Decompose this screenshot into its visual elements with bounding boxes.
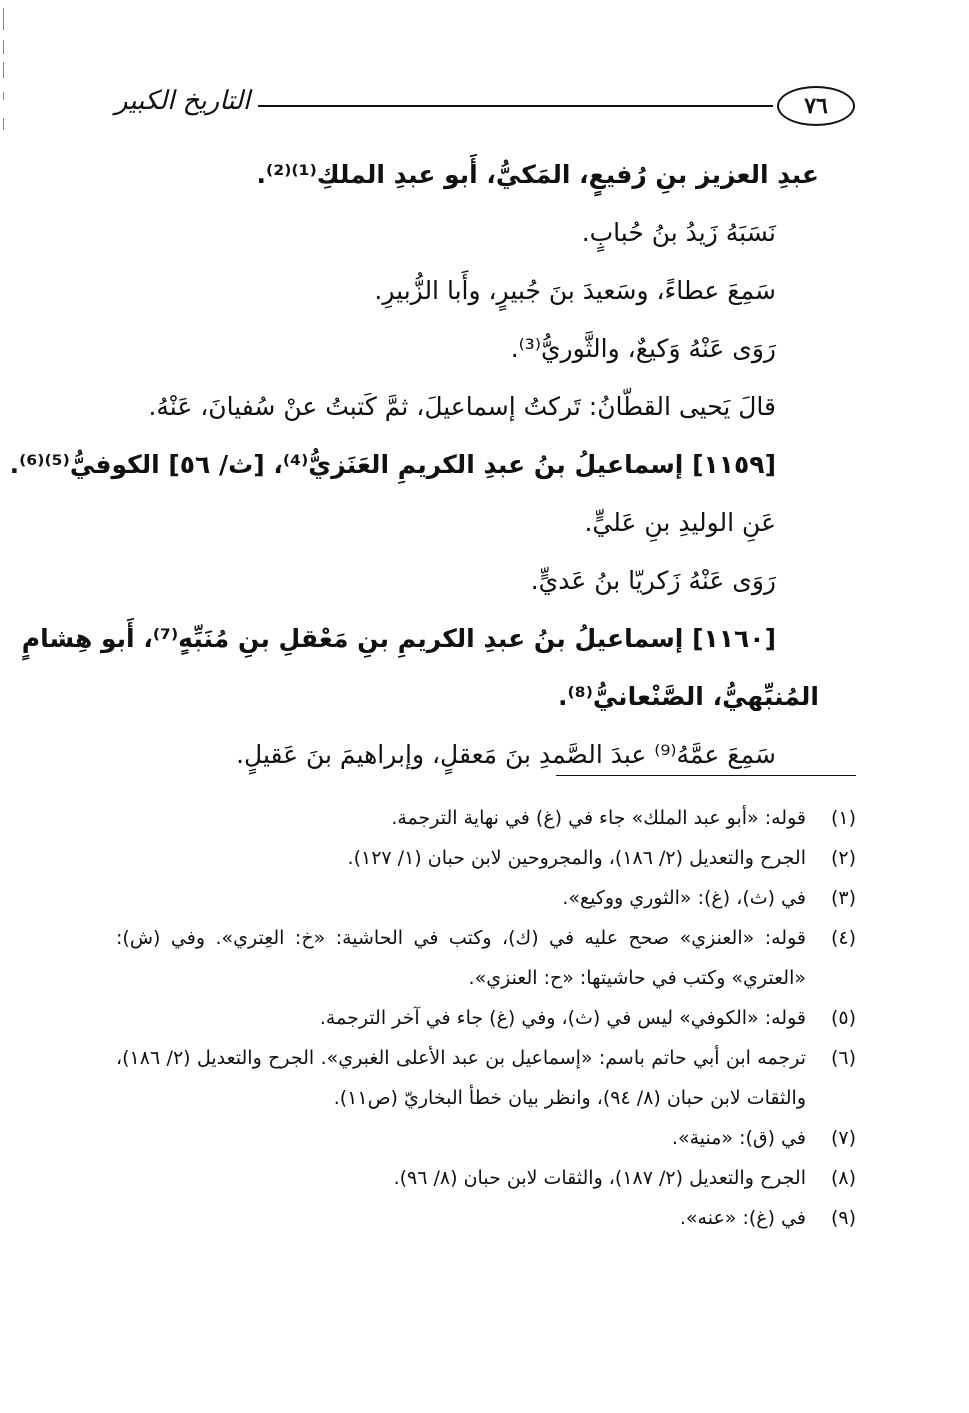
- footnote-number: (٦): [830, 1047, 856, 1069]
- book-title: التاريخ الكبير: [114, 86, 251, 116]
- page-header: [110, 80, 855, 136]
- footnote-number: (١): [830, 807, 856, 829]
- footnote: [116, 1118, 856, 1158]
- footnote-separator: [556, 775, 856, 776]
- footnote: [116, 878, 856, 918]
- footnote-number: (٢): [830, 847, 856, 869]
- footnote: [116, 1038, 856, 1118]
- text-line: عَنِ الوليدِ بنِ عَليٍّ.: [584, 508, 776, 537]
- footnote-text: في (ث)، (غ): «الثوري ووكيع».: [562, 887, 806, 909]
- footnote-number: (٤): [830, 927, 856, 949]
- footnote-text: قوله: «الكوفي» ليس في (ث)، وفي (غ) جاء في آخر الترجمة.: [319, 1007, 806, 1029]
- entry-heading-1159: [١١٥٩] إسماعيلُ بنُ عبدِ الكريمِ العَنَزيُّ⁽⁴⁾، [ث/ ٥٦] الكوفيُّ⁽⁵⁾⁽⁶⁾.: [9, 450, 776, 479]
- footnote-text: ترجمه ابن أبي حاتم باسم: «إسماعيل بن عبد الأعلى الغبري». الجرح والتعديل (٢/ ١٨٦)، والثقات لابن حبان (٨/ ٩٤)، وانظر بيان خطأ البخاريّ (ص١١).: [116, 1047, 806, 1109]
- footnote-number: (٣): [830, 887, 856, 909]
- footnote-text: الجرح والتعديل (٢/ ١٨٦)، والمجروحين لابن حبان (١/ ١٢٧).: [347, 847, 806, 869]
- entry-heading-1160-cont: المُنبِّهيُّ، الصَّنْعانيُّ⁽⁸⁾.: [558, 682, 819, 711]
- text-line: سَمِعَ عمَّهُ⁽⁹⁾ عبدَ الصَّمدِ بنَ مَعقلٍ، وإبراهيمَ بنَ عَقيلٍ.: [236, 740, 776, 769]
- text-line: رَوَى عَنْهُ زَكريّا بنُ عَديٍّ.: [530, 566, 776, 595]
- footnote-number: (٩): [830, 1207, 856, 1229]
- footnote-text: قوله: «أبو عبد الملك» جاء في (غ) في نهاية الترجمة.: [391, 807, 806, 829]
- footnote-text: في (ق): «منية».: [671, 1127, 806, 1149]
- footnote-text: قوله: «العنزي» صحح عليه في (ك)، وكتب في الحاشية: «خ: العِتري». وفي (ش): «العتري» وكتب في حاشيتها: «ح: العنزي».: [116, 927, 806, 989]
- footnote: [116, 998, 856, 1038]
- footnote-number: (٥): [830, 1007, 856, 1029]
- footnote: [116, 838, 856, 878]
- footnote-number: (٨): [830, 1167, 856, 1189]
- text-line: نَسَبَهُ زَيدُ بنُ حُبابٍ.: [581, 218, 776, 247]
- footnote: [116, 918, 856, 998]
- header-rule: [258, 105, 773, 107]
- page-number: ٧٦: [777, 86, 855, 126]
- footnote: [116, 1158, 856, 1198]
- text-line: عبدِ العزيز بنِ رُفيعٍ، المَكيُّ، أَبو عبدِ الملكِ⁽¹⁾⁽²⁾.: [256, 160, 819, 189]
- footnotes: [116, 798, 856, 1238]
- text-line: سَمِعَ عطاءً، وسَعيدَ بنَ جُبيرٍ، وأَبا الزُّبيرِ.: [374, 276, 776, 305]
- footnote: [116, 798, 856, 838]
- footnote: [116, 1198, 856, 1238]
- entry-heading-1160: [١١٦٠] إسماعيلُ بنُ عبدِ الكريمِ بنِ مَعْقلِ بنِ مُنَبِّهٍ⁽⁷⁾، أَبو هِشامٍ: [21, 624, 776, 653]
- footnote-text: الجرح والتعديل (٢/ ١٨٧)، والثقات لابن حبان (٨/ ٩٦).: [393, 1167, 806, 1189]
- main-text: [9, 146, 819, 784]
- footnote-text: في (غ): «عنه».: [679, 1207, 806, 1229]
- page-edge-marks: [3, 0, 5, 150]
- text-line: قالَ يَحيى القطّانُ: تَركتُ إسماعيلَ، ثمَّ كَتبتُ عنْ سُفيانَ، عَنْهُ.: [148, 392, 776, 421]
- footnote-number: (٧): [830, 1127, 856, 1149]
- text-line: رَوَى عَنْهُ وَكيعٌ، والثَّوريُّ⁽³⁾.: [510, 334, 776, 363]
